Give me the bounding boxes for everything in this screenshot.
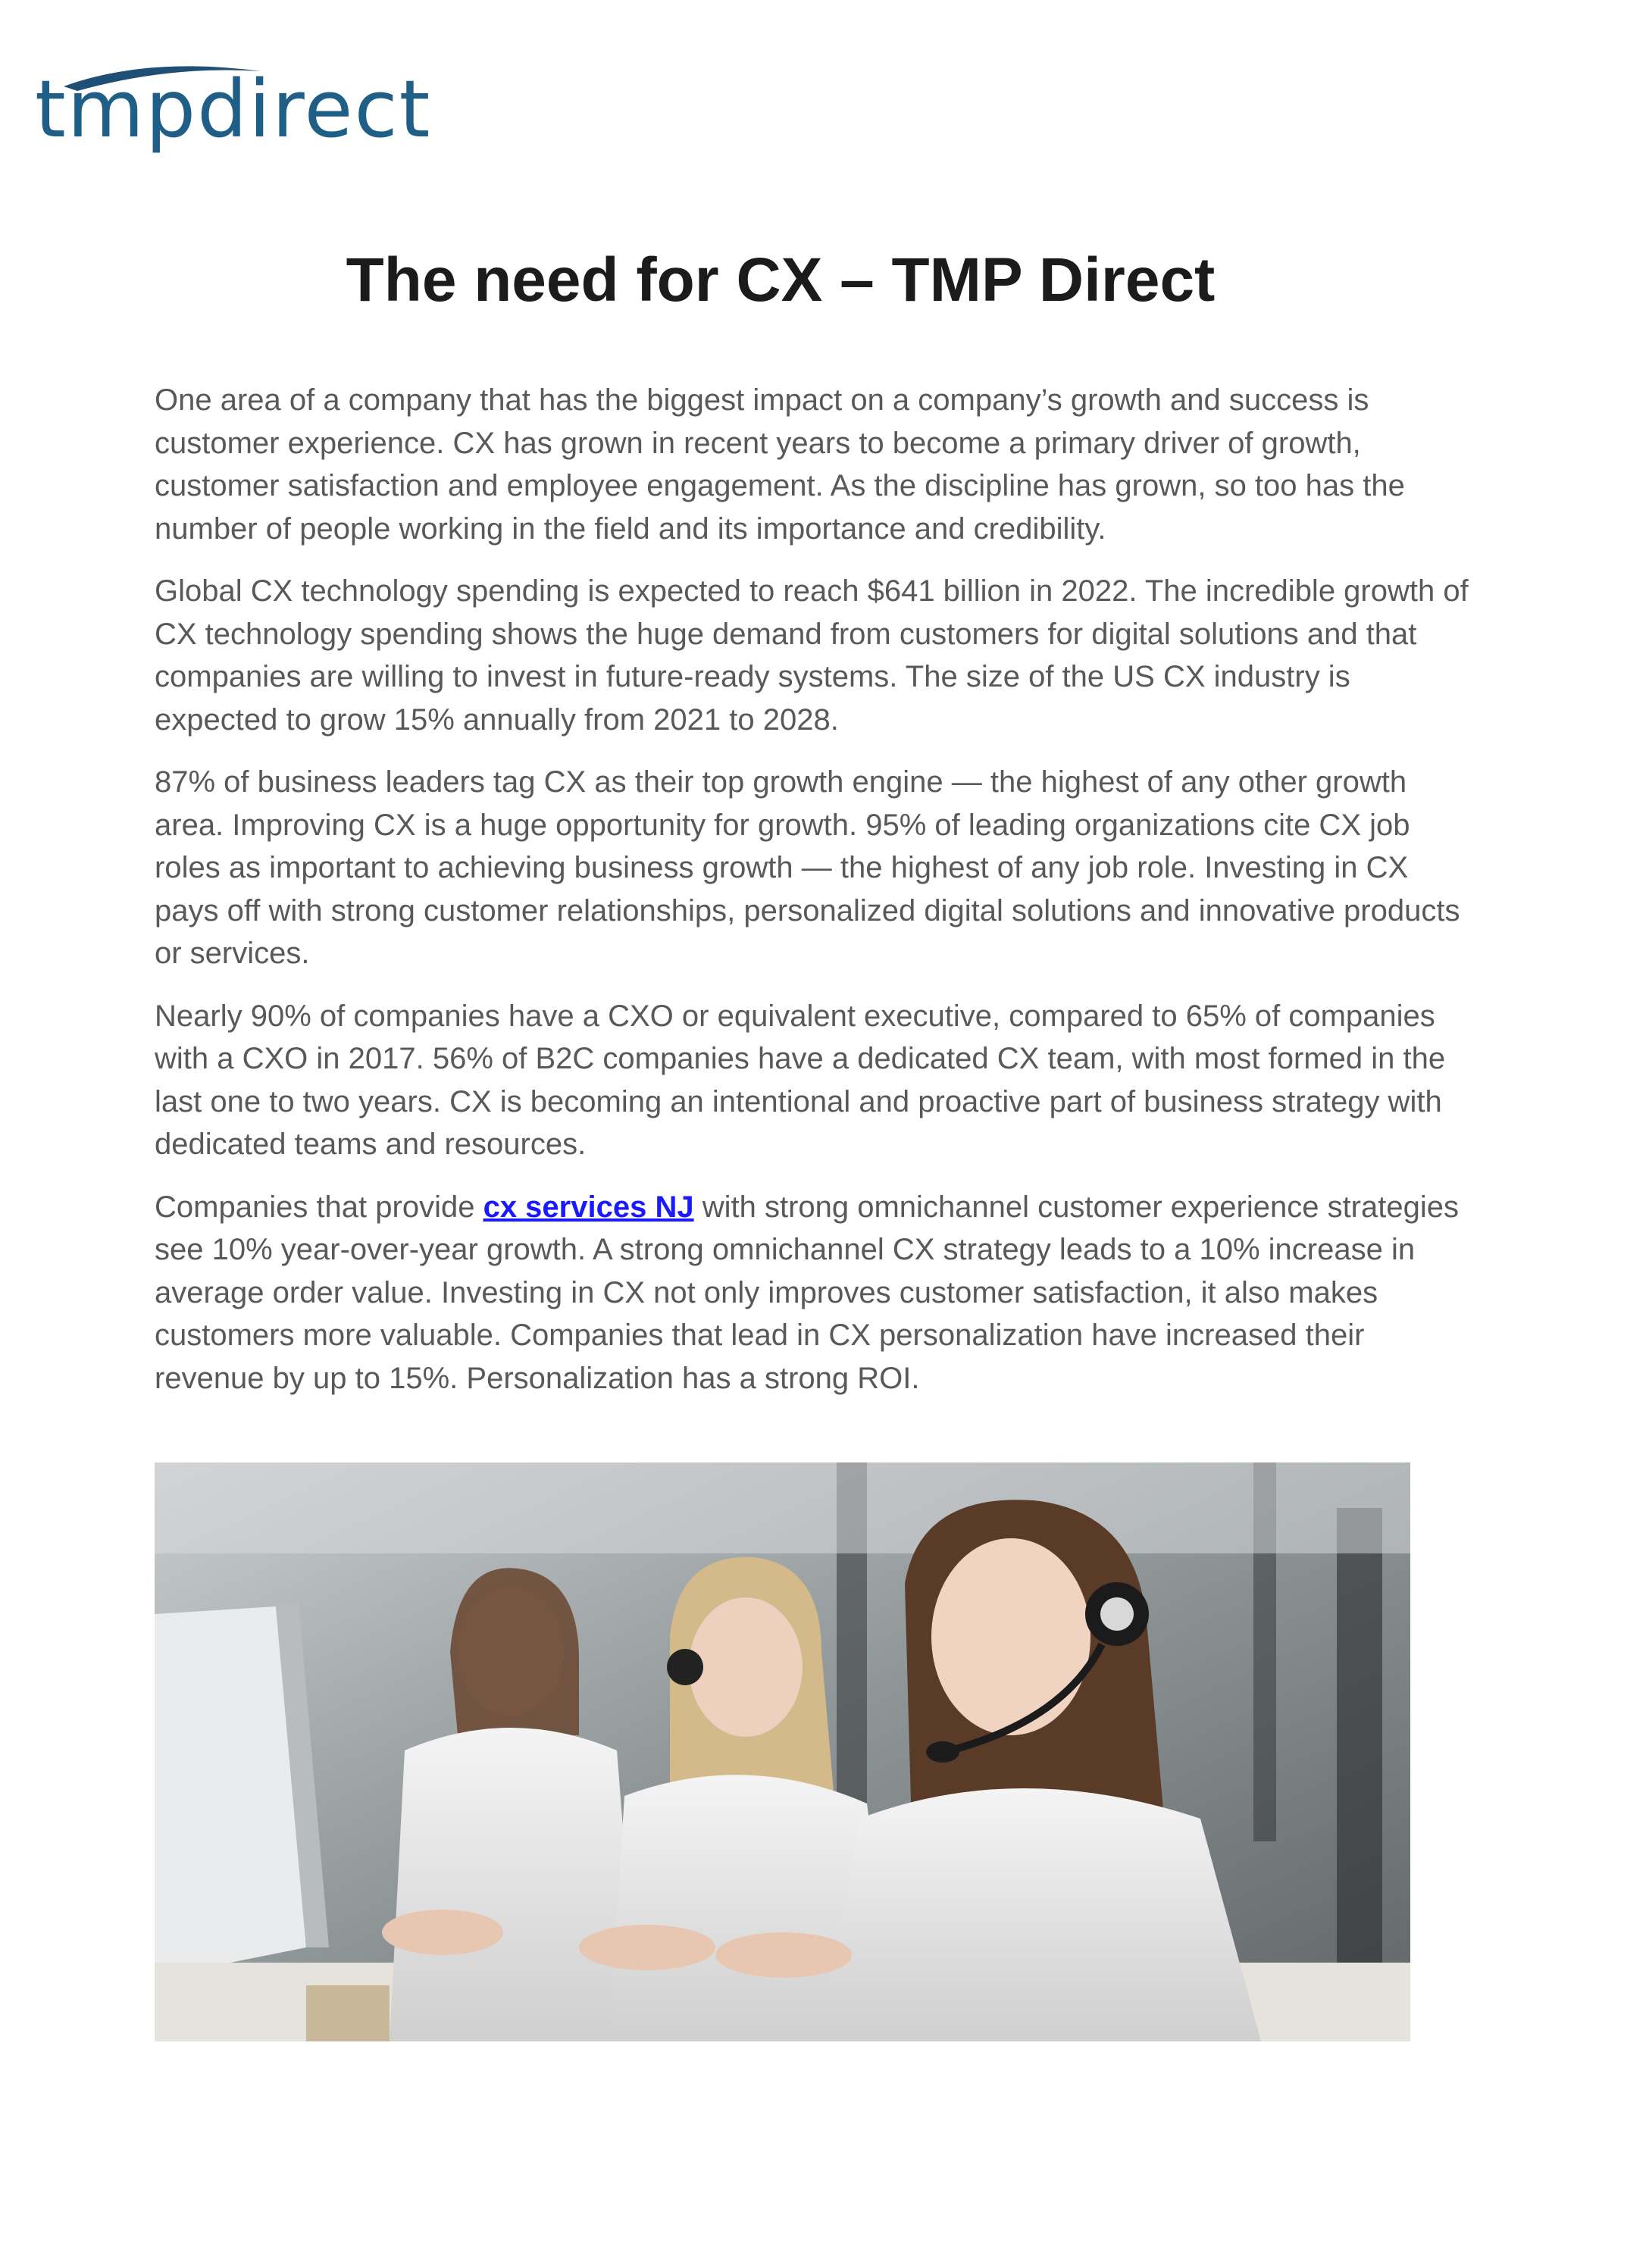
tmpdirect-logo [33, 52, 549, 165]
page-title: The need for CX – TMP Direct [346, 246, 1216, 314]
photo-illustration [155, 1462, 1410, 2041]
logo-wordmark: tmpdirect [35, 63, 432, 155]
logo-graphic [33, 52, 549, 165]
cx-services-nj-link[interactable]: cx services NJ [483, 1190, 694, 1224]
paragraph: Nearly 90% of companies have a CXO or equivalent executive, compared to 65% of companies with a CXO in 2017. 56% of B2C companies have a dedicated CX team, with most formed in the last one to two years. CX is becoming an intentional and proactive part of business strategy with dedicated teams and resources. [155, 999, 1446, 1161]
paragraph: One area of a company that has the biggest impact on a company’s growth and success is customer experience. CX has grown in recent years to become a primary driver of growth, customer satisfaction and employee engagement. As the discipline has grown, so too has the number of people working in the field and its importance and credibility. [155, 383, 1405, 546]
call-center-agents-photo [155, 1462, 1410, 2041]
paragraph: 87% of business leaders tag CX as their top growth engine — the highest of any other growth area. Improving CX is a huge opportunity for growth. 95% of leading organizations cite CX job roles as important to achieving business growth — the highest of any job role. Investing in CX pays off with strong customer relationships, personalized digital solutions and innovative products or services. [155, 765, 1460, 970]
paragraph-text-after-link: with strong omnichannel customer experience strategies see 10% year-over-year growth. A strong omnichannel CX strategy leads to a 10% increase in average order value. Investing in CX not only improves customer satisfaction, it also makes customers more valuable. Companies that lead in CX personalization have increased their revenue by up to 15%. Personalization has a strong ROI. [155, 1190, 1459, 1395]
paragraph-with-link [155, 1186, 1473, 1400]
paragraph: Global CX technology spending is expected to reach $641 billion in 2022. The incredible growth of CX technology spending shows the huge demand from customers for digital solutions and that companies are willing to invest in future-ready systems. The size of the US CX industry is expected to grow 15% annually from 2021 to 2028. [155, 574, 1469, 737]
article-body [155, 379, 1473, 1419]
paragraph-text-before-link: Companies that provide [155, 1190, 483, 1224]
